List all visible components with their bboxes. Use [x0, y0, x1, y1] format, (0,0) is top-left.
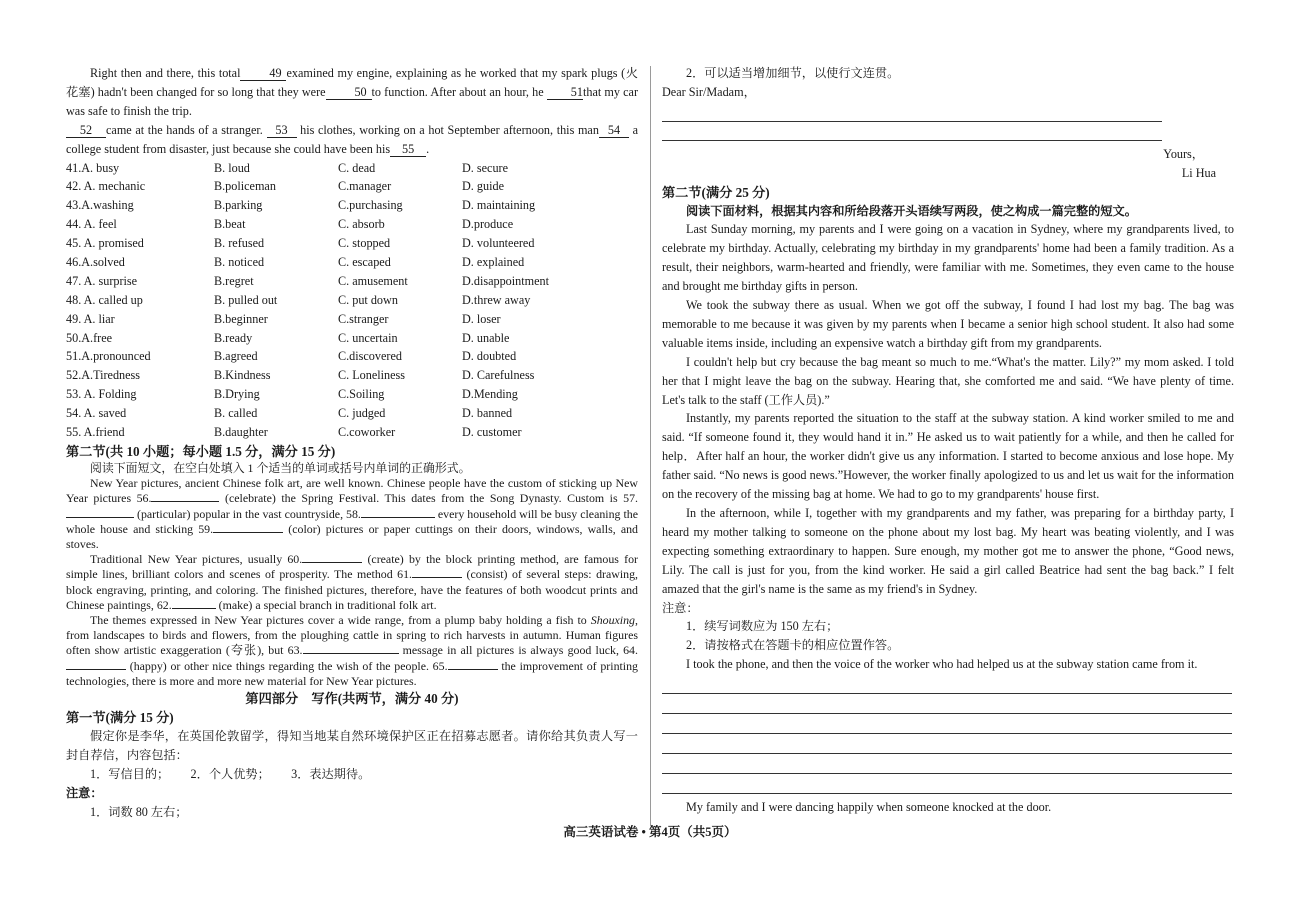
blank-54[interactable]: 54	[599, 123, 629, 138]
option-a[interactable]: 54. A. saved	[66, 406, 127, 421]
text: New Year pictures, ancient Chinese folk art, are well known. Chinese people have the custom of sticking up New Year pictures 56.	[66, 476, 638, 506]
text: (happy) or other nice things regarding the wish of the people. 65.	[129, 658, 448, 673]
writing-line[interactable]	[662, 694, 1232, 714]
grammar-paragraph-2	[66, 552, 638, 613]
blank-63[interactable]	[303, 653, 399, 654]
option-d[interactable]: D. volunteered	[462, 236, 535, 251]
writing-line[interactable]	[662, 754, 1232, 774]
blank-64[interactable]	[66, 669, 126, 670]
option-b[interactable]: B.daughter	[214, 425, 268, 439]
option-d[interactable]: D. Carefulness	[462, 368, 535, 383]
continuation-start-2: My family and I were dancing happily when someone knocked at the door.	[686, 799, 1052, 814]
option-b[interactable]: B. loud	[214, 160, 250, 175]
blank-58[interactable]	[361, 517, 435, 518]
option-b[interactable]: B.agreed	[214, 349, 258, 364]
text: (consist) of several steps: drawing, block engraving, printing, and coloring. The finished pictures, therefore, have the features of both woodcut prints and Chinese paintings, 62.	[66, 567, 639, 612]
note-1: 1．词数 80 左右；	[90, 804, 188, 819]
right-column	[662, 64, 1234, 816]
option-d[interactable]: D.Mending	[462, 387, 518, 402]
blank-60[interactable]	[302, 562, 362, 563]
option-b[interactable]: B.beginner	[214, 311, 268, 326]
option-c[interactable]: C. dead	[338, 160, 376, 175]
blank-53[interactable]: 53	[267, 123, 297, 138]
option-a[interactable]: 44. A. feel	[66, 217, 117, 232]
grammar-paragraph-1	[66, 476, 638, 552]
option-c[interactable]: C. amusement	[338, 273, 408, 288]
writing-section-2-title: 第二节(满分 25 分)	[662, 184, 770, 200]
option-c[interactable]: C. uncertain	[338, 330, 398, 345]
continuation-note-1: 1．续写词数应为 150 左右；	[686, 619, 839, 634]
option-b[interactable]: B.Kindness	[214, 368, 271, 383]
option-c[interactable]: C. absorb	[338, 217, 385, 232]
text: (celebrate) the Spring Festival. This dates from the Song Dynasty. Custom is 57.	[225, 491, 638, 506]
story-paragraph-1: Last Sunday morning, my parents and I were going on a vacation in Sydney, where my grandparents lived, to celebrate my birthday. Actually, celebrating my birthday in my grandparents' home had been a family tradition. As a result, their neighbors, warm-hearted and friendly, were familiar with me. Sometimes, they even came to the house and brought me birthday gifts in person.	[662, 222, 1234, 294]
option-c[interactable]: C.coworker	[338, 425, 396, 439]
option-row-51	[66, 347, 638, 366]
option-b[interactable]: B.policeman	[214, 179, 276, 194]
option-a[interactable]: 46.A.solved	[66, 254, 125, 269]
signature: Li Hua	[1181, 165, 1216, 180]
option-a[interactable]: 55. A.friend	[66, 425, 125, 439]
option-a[interactable]: 52.A.Tiredness	[66, 368, 141, 383]
option-c[interactable]: C.stranger	[338, 311, 389, 326]
option-c[interactable]: C. escaped	[338, 254, 391, 269]
story-paragraph-3: I couldn't help but cry because the bag meant so much to me.“What's the matter. Lily?” my mom asked. I told her that I might leave the bag on the subway. Hearing that, she comforted me and said. “We have plenty of time. Let's talk to the staff (工作人员).”	[662, 354, 1234, 407]
option-d[interactable]: D. loser	[462, 311, 501, 326]
writing-section-1-points	[66, 765, 638, 784]
option-d[interactable]: D.threw away	[462, 292, 531, 307]
option-a[interactable]: 53. A. Folding	[66, 387, 137, 402]
option-a[interactable]: 45. A. promised	[66, 236, 144, 251]
option-c[interactable]: C. Loneliness	[338, 368, 406, 383]
option-c[interactable]: C.Soiling	[338, 387, 385, 402]
left-column	[66, 64, 638, 821]
grammar-paragraph-3	[66, 613, 638, 689]
option-b[interactable]: B.regret	[214, 273, 254, 288]
story-paragraph-4: Instantly, my parents reported the situation to the staff at the subway station. A kind worker smiled to me and said. “If someone found it, they would hand it in.” He asked us to wait patiently for a while, and then he called for help．After half an hour, the worker didn't give us any information. I started to become anxious and lose hope. My father said. “No news is good news.”However, the worker finally apologized to us and let us wait for the information on the recovery of the missing bag at home. We had to go to my grandparents' house first.	[662, 411, 1234, 502]
option-c[interactable]: C.purchasing	[338, 198, 403, 213]
writing-section-2-instruction: 阅读下面材料，根据其内容和所给段落开头语续写两段，使之构成一篇完整的短文。	[686, 203, 1137, 218]
text: .	[426, 141, 430, 156]
text: message in all pictures is always good luck, 64.	[402, 643, 638, 658]
point: 2．个人优势；	[190, 766, 270, 781]
section-2-title: 第二节(共 10 小题；每小题 1.5 分，满分 15 分)	[66, 443, 336, 459]
option-d[interactable]: D. doubted	[462, 349, 517, 364]
option-d[interactable]: D. customer	[462, 425, 522, 439]
writing-section-1-title: 第一节(满分 15 分)	[66, 709, 174, 725]
text: that my car was safe to finish the trip.	[66, 84, 638, 118]
option-c[interactable]: C. judged	[338, 406, 386, 421]
blank-61[interactable]	[412, 577, 462, 578]
option-b[interactable]: B.Drying	[214, 387, 260, 402]
blank-50[interactable]: 50	[326, 85, 372, 100]
option-a[interactable]: 47. A. surprise	[66, 273, 138, 288]
option-a[interactable]: 51.A.pronounced	[66, 349, 151, 364]
option-a[interactable]: 49. A. liar	[66, 311, 115, 326]
cloze-paragraph-1	[66, 64, 638, 121]
page-footer: 高三英语试卷 • 第4页（共5页）	[563, 825, 737, 839]
story-paragraph-5: In the afternoon, while I, together with my grandparents and my father, was preparing for a birthday party, I heard my mother talking to someone on the phone about my lost bag. My heart was beating violently, and I was expecting something extraordinary to happen. Sure enough, my mother got me to answer the phone, “Good news, Lily. The call is just for you, from the kind worker. He said a girl called Beatrice had sent the bag back.” I felt amazed that the girl's name is the same as my friend's in Sydney.	[662, 506, 1234, 596]
text: his clothes, working on a hot September afternoon, this man	[300, 122, 599, 137]
text-italic: Shouxing	[590, 612, 636, 627]
option-d[interactable]: D. maintaining	[462, 198, 536, 213]
text: every household will be busy cleaning the whole house and sticking 59.	[66, 506, 639, 536]
continuation-start-1: I took the phone, and then the voice of the worker who had helped us at the subway station came from it.	[686, 657, 1198, 672]
column-divider	[650, 66, 651, 826]
option-row-52	[66, 366, 638, 385]
blank-62[interactable]	[172, 608, 216, 609]
option-a[interactable]: 43.A.washing	[66, 198, 134, 213]
writing-line[interactable]	[662, 734, 1232, 754]
closing: Yours，	[1163, 146, 1204, 161]
story-paragraph-2: We took the subway there as usual. When we got off the subway, I found I had lost my bag. The bag was memorable to me because it was given by my parents when I became a senior high school student. It also had some valuable items inside, including an expensive watch a birthday gift from my grandparents.	[662, 298, 1234, 350]
part-4-title: 第四部分 写作(共两节，满分 40 分)	[245, 690, 459, 706]
blank-55[interactable]: 55	[390, 142, 426, 157]
option-c[interactable]: C. stopped	[338, 236, 391, 251]
option-d[interactable]: D. guide	[462, 179, 504, 194]
option-row-47	[66, 272, 638, 291]
text: examined my engine, explaining as he worked that my spark plugs (火花塞) hadn't been changed for so long that they were	[66, 66, 638, 99]
blank-51[interactable]: 51	[547, 85, 583, 100]
option-row-55	[66, 423, 638, 442]
blank-49[interactable]: 49	[240, 66, 286, 81]
option-c[interactable]: C.discovered	[338, 349, 402, 364]
option-row-44	[66, 215, 638, 234]
section-2-instruction: 阅读下面短文，在空白处填入 1 个适当的单词或括号内单词的正确形式。	[90, 460, 471, 475]
option-c[interactable]: C.manager	[338, 179, 392, 194]
text: , from landscapes to birds and flowers, from the ploughing cattle in spring to rich harvests in autumn. Human figures often show artistic exaggeration (夸张), but 63.	[66, 612, 638, 658]
option-row-50	[66, 329, 638, 348]
option-row-54	[66, 404, 638, 423]
writing-line[interactable]	[662, 102, 1162, 122]
options-list	[66, 159, 638, 442]
option-row-46	[66, 253, 638, 272]
continuation-note-2: 2．请按格式在答题卡的相应位置作答。	[686, 638, 900, 653]
option-a[interactable]: 48. A. called up	[66, 292, 143, 307]
text: came at the hands of a stranger.	[106, 122, 263, 137]
option-b[interactable]: B.beat	[214, 217, 246, 232]
blank-59[interactable]	[213, 532, 283, 533]
option-a[interactable]: 41.A. busy	[66, 160, 120, 175]
option-a[interactable]: 50.A.free	[66, 330, 113, 345]
text: (color) pictures or paper cuttings on their doors, windows, walls, and stoves.	[66, 521, 638, 551]
option-row-42	[66, 177, 638, 196]
text: The themes expressed in New Year pictures cover a wide range, from a plump baby holding a fish to	[90, 612, 591, 627]
text: to function. After about an hour, he	[371, 84, 544, 99]
blank-57[interactable]	[66, 517, 134, 518]
writing-line[interactable]	[662, 674, 1232, 694]
writing-line[interactable]	[662, 714, 1232, 734]
cloze-paragraph-2	[66, 121, 638, 159]
option-c[interactable]: C. put down	[338, 292, 398, 307]
option-row-48	[66, 291, 638, 310]
point: 3．表达期待。	[291, 766, 371, 781]
option-b[interactable]: B. refused	[214, 236, 265, 251]
option-b[interactable]: B.ready	[214, 330, 253, 345]
option-row-49	[66, 310, 638, 329]
option-d[interactable]: D. unable	[462, 330, 510, 345]
option-d[interactable]: D. explained	[462, 254, 525, 269]
text: Right then and there, this total	[90, 66, 241, 80]
text: the improvement of printing technologies, there is more and more new material for New Year pictures.	[66, 658, 639, 688]
option-d[interactable]: D.disappointment	[462, 273, 549, 288]
option-d[interactable]: D. secure	[462, 160, 509, 175]
option-b[interactable]: B. pulled out	[214, 292, 278, 307]
salutation: Dear Sir/Madam，	[662, 84, 756, 99]
note-2: 2．可以适当增加细节，以使行文连贯。	[686, 66, 900, 80]
notes-label-2: 注意：	[662, 600, 699, 615]
option-d[interactable]: D.produce	[462, 217, 514, 232]
blank-65[interactable]	[448, 669, 498, 670]
option-d[interactable]: D. banned	[462, 406, 513, 421]
option-row-45	[66, 234, 638, 253]
writing-line[interactable]	[662, 122, 1162, 141]
text: (make) a special branch in traditional folk art.	[218, 597, 437, 612]
text: a college student from disaster, just because she could have been his	[66, 122, 638, 156]
option-row-53	[66, 385, 638, 404]
option-b[interactable]: B. called	[214, 406, 258, 421]
point: 1．写信目的；	[90, 766, 170, 781]
option-row-41	[66, 159, 638, 178]
writing-section-1-prompt: 假定你是李华，在英国伦敦留学，得知当地某自然环境保护区正在招募志愿者。请你给其负责人写一封自荐信，内容包括：	[66, 728, 638, 762]
notes-label: 注意：	[66, 785, 103, 800]
option-row-43	[66, 196, 638, 215]
option-b[interactable]: B. noticed	[214, 254, 265, 269]
text: Traditional New Year pictures, usually 60.	[90, 552, 303, 567]
blank-52[interactable]: 52	[66, 123, 106, 138]
writing-line[interactable]	[662, 774, 1232, 794]
option-b[interactable]: B.parking	[214, 198, 263, 213]
blank-56[interactable]	[151, 501, 219, 502]
text: (particular) popular in the vast countryside, 58.	[136, 506, 361, 521]
option-a[interactable]: 42. A. mechanic	[66, 179, 146, 194]
text: (create) by the block printing method, are famous for simple lines, brilliant colors and scenes of prosperity. The method 61.	[66, 552, 638, 582]
